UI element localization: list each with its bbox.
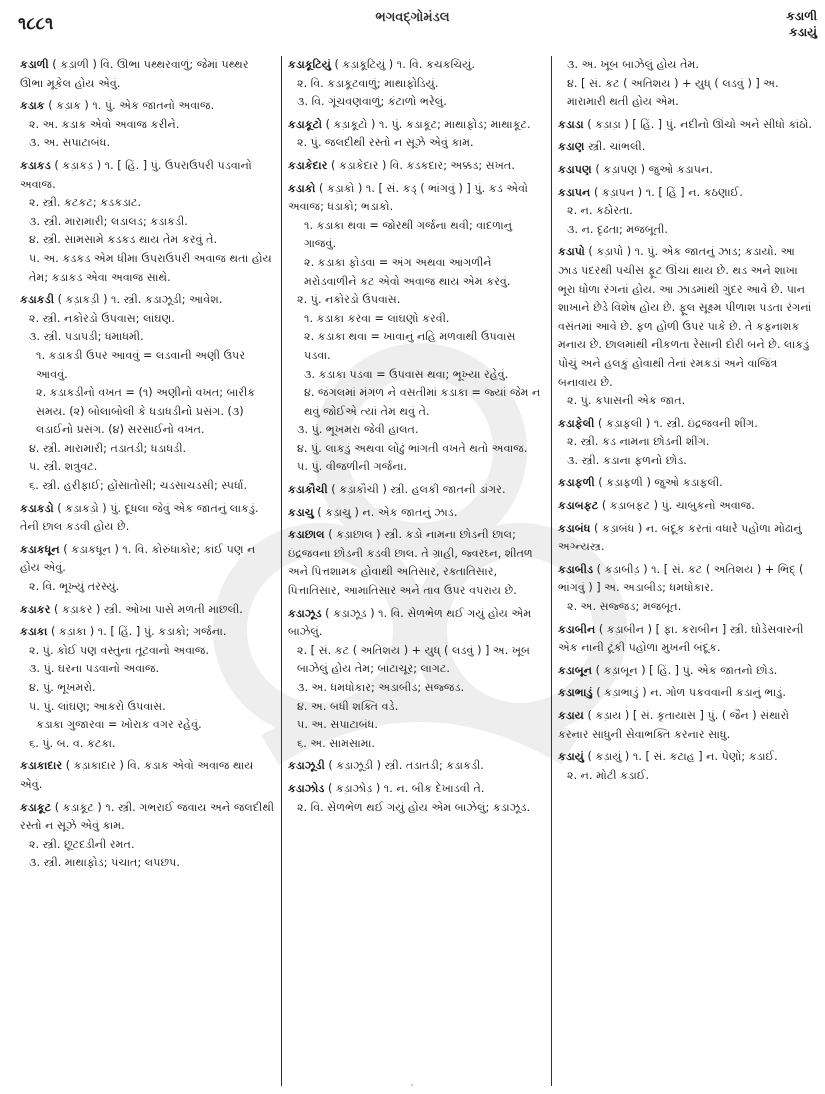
sub-sense: ૨. વિ. સેળભેળ થઈ ગયું હોય એમ બાઝેલું; કડાઝૂડ. xyxy=(297,800,531,814)
definition: ( કડ઼ાકૂટિયું ) ૧. વિ. કચકચિયું. xyxy=(334,58,475,71)
dictionary-entry xyxy=(20,757,275,794)
sub-sense: ૨. ન. કઠોરતા. xyxy=(567,204,633,218)
sub-sense: ૨. પું. કોઈ પણ વસ્તુના તૂટવાનો અવાજ. xyxy=(29,643,210,657)
headword: કડાબફટ xyxy=(558,499,599,513)
definition: ( કડ઼ાપણ ) જુઓ કડાપન. xyxy=(595,162,713,176)
entry-main-line xyxy=(558,748,814,767)
entry-main-line xyxy=(20,97,275,116)
sub-sense: ૨. પું. કપાસની એક જાત. xyxy=(567,394,686,408)
idiom-phrase: ૧. કડાકા કરવા = લાંઘણો કરવી. xyxy=(304,311,450,325)
headword: કડાબંધ xyxy=(558,521,591,535)
sub-sense: ૫. સ્ત્રી. શત્રુવટ. xyxy=(29,460,98,474)
footer-mark: ' xyxy=(411,1083,414,1092)
headword: કડાયું xyxy=(558,750,584,764)
definition: ( કડ઼ાભાડું ) ન. ગોળ પકવવાની કડાનું ભાડું. xyxy=(596,686,786,700)
dictionary-entry xyxy=(288,481,545,500)
sub-sense: ૩. સ્ત્રી. પડાપડી; ધમાધમી. xyxy=(29,330,144,344)
sub-sense: ૩. પું. ભૂખમરા જેવી હાલત. xyxy=(297,423,419,437)
dictionary-entry xyxy=(558,415,814,471)
entry-main-line xyxy=(288,56,545,75)
definition: ( કડ઼ાકો ) ૧. [ સં. કડ્ ( ભાંગવું ) ] પું. કડ એવો અવાજ; ધડાકો; ભડાકો. xyxy=(288,181,528,214)
sub-sense: ૨. પું. નકોરડો ઉપવાસ. xyxy=(297,293,401,307)
sub-sense: ૩. અ. ધમધોકાર; અડાબીડ; સજ્જડ. xyxy=(297,681,465,694)
dictionary-entry xyxy=(20,291,275,496)
headword: કડાબીડ xyxy=(558,562,594,576)
idiom-phrase: ૧. કડાકડી ઉપર આવવું = લડવાની અણી ઉપર આવવું. xyxy=(36,348,246,381)
entry-main-line xyxy=(20,56,275,93)
entry-main-line xyxy=(558,243,814,392)
sub-sense: ૨. અ. સજ્જડ; મજબૂત. xyxy=(567,600,682,614)
entry-main-line xyxy=(558,138,814,157)
dictionary-entry xyxy=(20,623,275,753)
entry-main-line xyxy=(558,161,814,180)
definition: ( કડ઼ાકડ઼ ) ૧. [ હિં. ] પું. ઉપરાઉપરી પડવાનો અવાજ. xyxy=(20,158,252,191)
dictionary-entry xyxy=(558,497,814,516)
idiom-phrase: ૧. કડાકા થવા = જોરથી ગર્જના થવી; વાદળાનું ગાજવું. xyxy=(304,218,513,251)
entry-main-line xyxy=(20,757,275,794)
dictionary-entry xyxy=(558,161,814,180)
headword: કડાકૂટિયું xyxy=(288,58,331,71)
definition: ( કડ઼ાકેદાર ) વિ. કડકદાર; અક્કડ; સખત. xyxy=(331,158,515,172)
definition: ( કડ઼ાબૂન ) [ હિં. ] પું. એક જાતનો છોડ. xyxy=(595,663,778,677)
entry-main-line xyxy=(558,184,814,203)
definition: ( કડ઼ાબંધ ) ન. બંદૂક કરતાં વધારે પહોળા મોઢાનું અગ્ન્યસ્ત્ર. xyxy=(558,521,802,554)
headword: કડાકૌચી xyxy=(288,483,328,497)
headword: કડાછાલ xyxy=(288,528,325,542)
headword: કડાપો xyxy=(558,245,585,259)
dictionary-entry xyxy=(288,56,545,112)
headword: કડાકડી xyxy=(20,293,55,307)
definition: ( કડ઼ાકડ઼ી ) ૧. સ્ત્રી. કડાઝૂડી; આવેશ. xyxy=(57,293,223,307)
sub-sense: ૨. સ્ત્રી. કટકટ; કડકડાટ. xyxy=(29,196,142,210)
sub-sense: ૨. સ્ત્રી. કડ નામના છોડની શીંગ. xyxy=(567,435,710,449)
dictionary-columns xyxy=(14,56,820,1086)
headword: કડાડા xyxy=(558,117,584,131)
dictionary-entry xyxy=(558,56,814,112)
headword: કડાણ xyxy=(558,140,585,154)
sub-sense: ૨. વિ. ભૂખ્યું તરસ્યું. xyxy=(29,580,120,594)
definition: ( કડ઼ાળી ) વિ. ઊભા પથ્થરવાળું; જેમાં પથ્થર ઊભા મૂકેલ હોય એવું. xyxy=(20,58,249,90)
definition: ( કડ઼ાક ) ૧. પું. એક જાતનો અવાજ. xyxy=(48,99,215,113)
sub-sense: ૨. ન. મોટી કડાઈ. xyxy=(567,768,650,782)
sub-sense: ૫. અ. સપાટાબંધ. xyxy=(297,718,378,732)
dictionary-entry xyxy=(558,707,814,744)
entry-main-line xyxy=(288,605,545,642)
entry-main-line xyxy=(288,780,545,799)
entry-main-line xyxy=(558,621,814,658)
sub-sense: ૩. સ્ત્રી. કડાના ફળનો છોડ. xyxy=(567,453,687,467)
running-title: ભગવદ્ગોમંડલ xyxy=(375,10,450,25)
sub-sense: ૩. પું. ઘરના પડવાનો અવાજ. xyxy=(29,662,160,676)
sub-sense: ૩. સ્ત્રી. માથાફોડ; પંચાત; લપછપ. xyxy=(29,856,180,870)
headword: કડાકધૂન xyxy=(20,542,60,556)
headword: કડાકો xyxy=(288,181,316,195)
definition: ( કડ઼ાઝૂડ઼ી ) સ્ત્રી. તડાતડી; કડાકડી. xyxy=(328,759,484,773)
sub-sense: ૬. પું. બ. વ. કટકા. xyxy=(29,736,116,750)
headword: કડાઝૂડી xyxy=(288,759,325,773)
headword: કડાકડો xyxy=(20,501,54,515)
dictionary-entry xyxy=(558,520,814,557)
entry-main-line xyxy=(288,504,545,523)
sub-sense: ૨. અ. કડાક એવો અવાજ કરીને. xyxy=(29,117,180,131)
definition: ( કડ઼ાઝૂડ઼ ) ૧. વિ. સેળભેળ થઈ ગયું હોય એમ બાઝેલું. xyxy=(288,606,532,639)
headword: કડાળી xyxy=(20,58,49,71)
headword: કડાચુ xyxy=(288,505,314,519)
column-3 xyxy=(552,56,820,1086)
idiom-phrase: ૨. કડાકા થવા = ખાવાનું નહિ મળવાથી ઉપવાસ પડવા. xyxy=(304,330,516,362)
sub-sense: ૪. અ. બધી શક્તિ વડે. xyxy=(297,699,399,713)
dictionary-entry xyxy=(288,757,545,776)
entry-main-line xyxy=(288,526,545,600)
dictionary-entry xyxy=(288,526,545,600)
dictionary-entry xyxy=(288,180,545,478)
sub-sense: ૨. પું. જલદીથી રસ્તો ન સૂઝે એવું કામ. xyxy=(297,136,474,150)
entry-main-line xyxy=(20,500,275,537)
entry-main-line xyxy=(558,707,814,744)
sub-sense: ૫. પું. વીજળીની ગર્જના. xyxy=(297,460,407,474)
entry-main-line xyxy=(20,157,275,194)
definition: ( કડ઼ાબફટ ) પું. ચાબુકનો અવાજ. xyxy=(601,499,755,513)
definition: ( કડ઼ાયું ) ૧. [ સં. કટાહ ] ન. પેણો; કડાઈ. xyxy=(587,750,778,764)
entry-main-line xyxy=(558,497,814,516)
headword: કડાકડ xyxy=(20,158,51,172)
dictionary-entry xyxy=(558,138,814,157)
headword: કડાકૂટ xyxy=(20,800,52,814)
entry-main-line xyxy=(20,623,275,642)
dictionary-entry xyxy=(558,561,814,617)
definition: સ્ત્રી. ચાંભલી. xyxy=(588,140,646,154)
headword: કડાકાદાર xyxy=(20,759,63,773)
entry-main-line xyxy=(288,757,545,776)
dictionary-entry xyxy=(20,799,275,873)
sub-sense: ૬. સ્ત્રી. હરીફાઈ; હોંસાતોસી; ચડસાચડસી; સ્પર્ધા. xyxy=(29,479,248,493)
headword: કડાપન xyxy=(558,185,591,199)
sub-sense: ૩. સ્ત્રી. મારામારી; લડાલડ; કડાકડી. xyxy=(29,214,188,228)
dictionary-entry xyxy=(288,605,545,754)
sub-sense: ૪. સ્ત્રી. મારામારી; તડાતડી; ધડાધડી. xyxy=(29,441,187,455)
headword: કડાક xyxy=(20,99,45,113)
entry-main-line xyxy=(288,180,545,217)
dictionary-entry xyxy=(558,621,814,658)
entry-main-line xyxy=(558,662,814,681)
guide-word-last: કડાયું xyxy=(789,25,817,39)
entry-main-line xyxy=(20,799,275,836)
guide-words xyxy=(786,8,817,40)
dictionary-entry xyxy=(558,243,814,410)
sub-sense: ૫. પું. લાંઘણ; આકરો ઉપવાસ. xyxy=(29,699,166,713)
sub-sense: ૫. અ. કડકડ એમ ધીમા ઉપરાઉપરી અવાજ થતા હોય તેમ; કડાકડ એવા અવાજ સાથે. xyxy=(29,251,272,284)
sub-sense: ૩. અ. સપાટાબંધ. xyxy=(29,136,111,150)
definition: ( કડ઼ાકૂટ ) ૧. સ્ત્રી. ગભરાઈ જવાય અને જલદીથી રસ્તો ન સૂઝે એવું કામ. xyxy=(20,800,275,833)
headword: કડાકેદાર xyxy=(288,158,328,172)
sub-sense: ૨. [ સં. કટ ( અતિશય ) + યુધ્ ( લડવું ) ] અ. ખૂબ બાઝેલું હોય તેમ; બાટાચૂર; લાગટ. xyxy=(297,643,531,676)
headword: કડાપણ xyxy=(558,162,592,176)
sub-sense: ૪. સ્ત્રી. સામસામે કડકડ થાય તેમ કરવું તે. xyxy=(29,233,218,247)
sub-sense: ૪. પું. ભૂખમરો. xyxy=(29,681,96,694)
definition: ( કડ઼ાડ઼ા ) [ હિં. ] પું. નદીનો ઊંચો અને સીધો કાંઠો. xyxy=(587,117,812,131)
headword: કડાકૂટો xyxy=(288,117,322,131)
dictionary-entry xyxy=(20,500,275,537)
idiom-phrase: ૪. જંગલમાં મંગળ ને વસતીમાં કડાકા = જ્યાં જેમ ન થવું જોઈએ ત્યાં તેમ થવું તે. xyxy=(304,386,541,418)
definition: ( કડ઼ાફલી ) ૧. સ્ત્રી. ઇંદ્રજવની શીંગ. xyxy=(598,416,758,430)
guide-word-first: કડાળી xyxy=(786,9,817,23)
definition: ( કડ઼ાકૂટો ) ૧. પું. કડાકૂટ; માથાફોડ; માથાકૂટ. xyxy=(325,117,531,131)
dictionary-entry xyxy=(558,474,814,493)
headword: કડાઝૂડ xyxy=(288,606,322,620)
definition: ( કડ઼ાકડ઼ો ) પું. દૂધલા જેવું એક જાતનું લાકડું. તેની છાલ કડવી હોય છે. xyxy=(20,501,259,534)
sub-sense: ૪. [ સં. કટ ( અતિશય ) + યુધ્ ( લડવું ) ] અ. મારામારી થતી હોય એમ. xyxy=(567,76,779,109)
sub-sense: ૨. સ્ત્રી. નકોરડો ઉપવાસ; લાંઘણ. xyxy=(29,311,175,325)
sub-sense: ૩. ન. દૃઢતા; મજબૂતી. xyxy=(567,222,668,236)
headword: કડાય xyxy=(558,709,584,722)
dictionary-entry xyxy=(558,684,814,703)
definition: ( કડ઼ાઝોડ઼ ) ૧. ન. બીક દેખાડવી તે. xyxy=(327,781,485,795)
entry-main-line xyxy=(558,116,814,135)
dictionary-entry xyxy=(20,56,275,93)
definition: ( કડ઼ાપન ) ૧. [ હિં ] ન. કઠણાઈ. xyxy=(593,185,743,199)
headword: કડાબૂન xyxy=(558,663,593,677)
page-header xyxy=(0,0,825,48)
idiom-phrase: ૩. કડાકા પડવા = ઉપવાસ થવા; ભૂખ્યા રહેવું. xyxy=(304,367,509,381)
entry-main-line xyxy=(20,601,275,620)
headword: કડાભાડું xyxy=(558,686,593,700)
entry-main-line xyxy=(558,520,814,557)
dictionary-entry xyxy=(288,157,545,176)
sub-sense: ૪. પું. લાકડું અથવા લોઢું ભાંગતી વખતે થતો અવાજ. xyxy=(297,441,528,455)
headword: કડાફળી xyxy=(558,476,595,490)
dictionary-entry xyxy=(558,662,814,681)
dictionary-entry xyxy=(288,780,545,817)
definition: ( કડ઼ાબીન ) [ ફા. કરાબીન ] સ્ત્રી. ઘોડેસવારની એક નાની ટૂંકી પહોળા મુખની બંદૂક. xyxy=(558,622,804,655)
dictionary-entry xyxy=(20,97,275,153)
sub-sense: ૨. સ્ત્રી. છૂટદડીની રમત. xyxy=(29,837,135,851)
entry-main-line xyxy=(558,415,814,434)
sub-sense: ૬. અ. સામસામા. xyxy=(297,736,375,750)
dictionary-entry xyxy=(20,157,275,287)
dictionary-entry xyxy=(288,504,545,523)
idiom-phrase: ૨. કડાકડીનો વખત = (૧) અણીનો વખત; બારીક સમય. (૨) બોલાબોલી કે ધડાધડીનો પ્રસંગ. (૩) લડાઈનો પ્રસંગ. (૪) સરસાઈનો વખત. xyxy=(36,386,256,437)
entry-main-line xyxy=(558,474,814,493)
entry-main-line xyxy=(20,541,275,578)
definition: ( કડ઼ાકૌચી ) સ્ત્રી. હલકી જાતની ડાંગર. xyxy=(331,483,506,497)
definition: ( કડ઼ાય ) [ સં. કૃતાયાસ ] પું. ( જૈન ) સંથારો કરનાર સાધુની સેવાભક્તિ કરનાર સાધુ. xyxy=(558,709,790,741)
dictionary-entry xyxy=(558,184,814,240)
definition: ( કડ઼ાચુ ) ન. એક જાતનું ઝાડ. xyxy=(317,505,458,519)
definition: ( કડ઼ાકા ) ૧. [ હિં. ] પું. કડાકો; ગર્જના. xyxy=(50,625,227,639)
definition: ( કડ઼ાકર ) સ્ત્રી. ઓખા પાસે મળતી માછલી. xyxy=(54,602,243,616)
dictionary-entry xyxy=(20,601,275,620)
definition: ( કડ઼ાછાલ ) સ્ત્રી. કડો નામના છોડની છાલ; ઇંદ્રજવના છોડની કડવી છાલ. તે ગ્રાહી, જ્વરઘ્ન, શીતળ અને પિત્તશામક હોવાથી અતિસાર, રક્તાતિસાર, પિત્તાતિસાર, આમાતિસાર અને તાવ ઉપર વપરાય છે. xyxy=(288,528,533,598)
definition: ( કડ઼ાકાદાર ) વિ. કડાક એવો અવાજ થાય એવું. xyxy=(20,759,254,791)
definition: ( કડ઼ાકધૂન ) ૧. વિ. કોરુંધાકોર; કાંઈ પણ ન હોય એવું. xyxy=(20,542,256,575)
headword: કડાકર xyxy=(20,602,51,616)
sub-sense: ૩. વિ. ગૂંચવણવાળું; કંટાળો ભરેલું. xyxy=(297,95,447,109)
headword: કડાઝોડ xyxy=(288,781,325,795)
definition: ( કડ઼ાફળી ) જુઓ કડાફલી. xyxy=(598,476,723,490)
headword: કડાકા xyxy=(20,625,48,639)
headword: કડાફેલી xyxy=(558,416,595,430)
entry-main-line xyxy=(558,561,814,598)
definition: ( કડ઼ાપો ) ૧. પું. એક જાતનું ઝાડ; કડાયો. આ ઝાડ પંદરથી પચીસ ફૂટ ઊંચાં થાય છે. થડ અને શાખા ભૂરા ધોળા રંગનાં હોય. આ ઝાડમાંથી ગુંદર આવે છે. પાન શાખાને છેડે વિશેષ હોય છે. ફૂલ સૂક્ષ્મ પીળાશ પડતા રંગનાં વસંતમાં આવે છે. ફળ હોળી ઉપર પાકે છે. તે કફનાશક મનાય છે. છાલમાંથી નીકળતા રેસાની દોરી બને છે. લાકડું પોચું અને હલકું હોવાથી તેનાં રમકડાં અને વાજિંત્ર બનાવાય છે. xyxy=(558,245,812,389)
dictionary-entry xyxy=(20,541,275,597)
entry-main-line xyxy=(20,291,275,310)
idiom-phrase: કડાકા ગુજારવા = ખોરાક વગર રહેવું. xyxy=(36,718,202,732)
entry-main-line xyxy=(288,157,545,176)
entry-main-line xyxy=(558,684,814,703)
entry-main-line xyxy=(288,481,545,500)
dictionary-entry xyxy=(288,116,545,153)
idiom-phrase: ૨. કડાકા ફોડવા = અંગ અથવા આંગળીને મરોડવાળીને કટ એવો અવાજ થાય એમ કરવું. xyxy=(304,255,511,288)
sub-sense: ૨. વિ. કડાકૂટવાળું; માથાફોડિયું. xyxy=(297,76,439,90)
page-number: ૧૮૮૧ xyxy=(18,14,54,34)
dictionary-entry xyxy=(558,116,814,135)
column-1 xyxy=(14,56,282,1086)
dictionary-entry xyxy=(558,748,814,785)
sub-sense: ૩. અ. ખૂબ બાઝેલું હોય તેમ. xyxy=(567,58,699,71)
column-2 xyxy=(282,56,552,1086)
entry-main-line xyxy=(288,116,545,135)
headword: કડાબીન xyxy=(558,622,596,636)
definition: ( કડ઼ાબીડ઼ ) ૧. [ સં. કટ ( અતિશય ) + ભિદ્ ( ભાંગવું ) ] અ. અડાબીડ; ધમધોકાર. xyxy=(558,562,804,595)
